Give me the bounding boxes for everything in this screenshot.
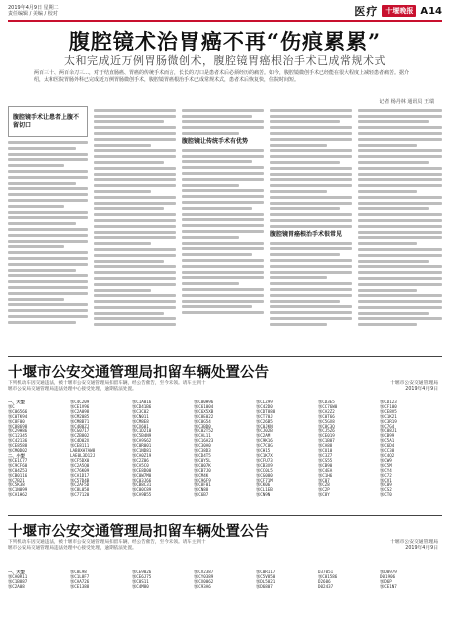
plate-entry: 鄂CD41B6 (132, 403, 152, 409)
plate-entry: 鄂CS2 (380, 487, 392, 493)
paper-logo: 十堰晚报 (382, 5, 416, 17)
plate-entry: 鄂C0Y5L (194, 457, 211, 463)
plate-entry: 鄂CD3E5 (318, 400, 335, 404)
plate-entry: 鄂CE8D00 (132, 467, 152, 473)
plate-entry: 鄂C38D3 (194, 448, 211, 454)
notice-sign-1 (390, 381, 438, 394)
notice-title-2: 十堰市公安交通管理局扣留车辆处置公告 (8, 523, 269, 540)
plate-column (318, 570, 380, 636)
plate-entry: 鄂CD123 (380, 400, 397, 404)
plate-entry: 鄂C2A098 (70, 408, 90, 414)
top-rule (8, 20, 442, 22)
plate-entry: 鄂CC0L5 (256, 467, 273, 473)
plate-entry: 鄂CD4T5 (194, 452, 211, 458)
plate-entry: 鄂C6D4 (380, 443, 395, 449)
plate-column (8, 400, 70, 512)
plate-entry: 鄂C8F01 (194, 482, 211, 488)
plate-entry: 鄂C7G4 (380, 423, 395, 429)
plate-entry: 鄂CLZ99 (256, 400, 273, 404)
plate-entry: 鄂C0JKN (256, 423, 273, 429)
notice-sign-org-1: 十堰市公安交通管理局 (390, 381, 438, 386)
plate-entry: 鄂C0R117 (256, 570, 276, 574)
plate-entry: 鄂C4D02X (70, 438, 90, 444)
plate-entry: 鄂C42D0 (256, 403, 273, 409)
plate-entry: 鄂DL5021 (256, 578, 276, 584)
editor-line: 责任编辑 / 美编 / 校对 (8, 11, 58, 17)
plate-entry: 鄂CAL11 (194, 433, 211, 439)
subtitle-3: 腹腔镜胃癌根治手术很常见 (270, 230, 343, 238)
article-byline: 记者 杨丹林 通讯员 王瑞 (379, 99, 434, 105)
plate-entry: D2606 (318, 578, 331, 584)
plate-entry: 鄂CC76W0 (318, 403, 338, 409)
plate-entry: 鄂C5M (380, 462, 392, 468)
page-number: A14 (420, 5, 442, 17)
article-column-4 (270, 106, 352, 352)
plate-entry: 鄂CM8B71 (70, 418, 90, 424)
article-column-5 (358, 106, 442, 352)
plate-entry: 鄂C8Y (318, 492, 330, 498)
plate-entry: 鄂CA1H62 (8, 492, 28, 498)
plate-entry: 鄂CX601 (132, 423, 149, 429)
plate-entry: LAB8XH7AW8 (70, 448, 96, 454)
plate-entry: 鄂CA9S62 (132, 438, 152, 444)
plate-entry: 鄂CT0 (380, 492, 392, 498)
plate-entry: D37051 (318, 570, 334, 574)
plate-entry: 鄂CA2Z2 (318, 408, 335, 414)
plate-entry: 鄂C1B07 (318, 438, 335, 444)
plate-entry: 鄂CA5C0 (132, 462, 149, 468)
plate-entry: 鄂C00C89 (132, 487, 152, 493)
plate-column (380, 400, 442, 512)
plate-entry: 鄂D0979 (380, 570, 397, 574)
plate-entry: 鄂D6807 (256, 583, 273, 589)
text-lines (8, 141, 88, 324)
plate-entry: 鄂C5V850 (256, 573, 276, 579)
plate-entry: 鄂C5GX8 (318, 418, 335, 424)
article-column-1 (8, 106, 88, 352)
plate-entry: 鄂CB7J0 (194, 467, 211, 473)
plate-entry: 鄂C0W7M0 (132, 472, 152, 478)
plate-entry: 鄂C4B0ZJ (70, 423, 90, 429)
plate-entry: 鄂C2AM (256, 433, 271, 439)
plate-entry: 鄂C3Z7 (318, 452, 333, 458)
plate-entry: 鄂C7C8G (256, 443, 273, 449)
plate-column (256, 400, 318, 512)
plate-entry: 鄂C0R001 (132, 443, 152, 449)
notice-sign-date-2: 2019年4月9日 (405, 546, 438, 552)
plate-entry: 鄂C08J1 (380, 428, 397, 434)
plate-entry: 鄂CA9B55 (132, 492, 152, 498)
plate-entry: 鄂C1H6 (318, 472, 333, 478)
plate-entry: 鄂CA1D17 (70, 472, 90, 478)
plate-entry: 一、大型 (8, 570, 25, 574)
plate-entry: 鄂C1L8F7 (70, 573, 90, 579)
plate-entry: 鄂C30A0 (194, 443, 211, 449)
plate-entry: 鄂CA88 (318, 443, 333, 449)
plate-entry: 鄂C5K38 (8, 482, 25, 488)
notice-intro-2: 下列机动车因交通违法，被十堰市公安交通管理局扣留车辆，经公告催告，至今未领。请车主到十堰市公安局交通管理局违法处理中心接受处理，逾期依法处置。 (8, 540, 206, 552)
plate-list-1 (8, 400, 442, 512)
masthead-date (8, 5, 128, 17)
plate-column (318, 400, 380, 512)
plate-entry: 鄂C5B4N9 (132, 433, 152, 439)
plate-entry: 鄂CE9026 (132, 570, 152, 574)
plate-column (70, 400, 132, 512)
plate-entry: D01906 (380, 573, 396, 579)
plate-entry: 鄂C4EA (318, 467, 333, 473)
plate-entry: 鄂CU10 (318, 448, 333, 454)
plate-entry: 鄂C1ND81 (132, 448, 152, 454)
plate-column (194, 400, 256, 512)
plate-entry: 鄂CV1 (380, 477, 392, 483)
plate-entry: 鄂C12345 (8, 433, 28, 439)
plate-entry: 鄂C93A6 (194, 583, 211, 589)
plate-entry: 鄂CF100 (380, 403, 397, 409)
notice-sign-org-2: 十堰市公安交通管理局 (390, 540, 438, 545)
notice-title-1: 十堰市公安交通管理局扣留车辆处置公告 (8, 364, 269, 381)
plate-column (256, 570, 318, 636)
plate-column (132, 570, 194, 636)
plate-entry: 鄂C0S11 (132, 578, 149, 584)
plate-entry: 鄂C77120 (70, 492, 90, 498)
plate-entry: 鄂CE1C77 (8, 457, 28, 463)
plate-entry: 鄂CE1V96 (70, 403, 90, 409)
plate-column (380, 570, 442, 636)
plate-entry: 鄂CE1388 (70, 583, 90, 589)
plate-entry: 鄂CG0717 (70, 428, 90, 434)
plate-entry: 鄂C8C3Q (318, 423, 335, 429)
plate-entry: 鄂C61004 (194, 403, 214, 409)
article-headline: 腹腔镜术治胃癌不再“伤痕累累” (68, 29, 382, 54)
plate-entry: 鄂C42136 (8, 438, 28, 444)
plate-entry: 鄂C1B887 (8, 578, 28, 584)
section-divider-2 (8, 515, 442, 516)
plate-entry: 鄂CJ02B (256, 428, 273, 434)
plate-entry: 鄂CV2387 (194, 570, 214, 574)
plate-entry: 鄂C3BD0 (194, 423, 211, 429)
plate-entry: 鄂C0TK94 (8, 413, 28, 419)
plate-entry: 鄂C03J66 (132, 477, 152, 483)
plate-entry: 鄂C1K21 (380, 413, 397, 419)
plate-column (194, 570, 256, 636)
plate-entry: 鄂C72 (380, 472, 392, 478)
plate-entry: 鄂CA0R11 (8, 573, 28, 579)
plate-entry: 鄂CB99 (380, 433, 395, 439)
plate-entry: 鄂CM8E8 (132, 418, 149, 424)
notice-intro-1: 下列机动车因交通违法，被十堰市公安交通管理局扣留车辆，经公告催告，至今未领。请车主到十堰市公安局交通管理局违法处理中心接受处理，逾期依法处置。 (8, 381, 206, 393)
plate-entry: 鄂C02T52 (194, 428, 214, 434)
plate-entry: 鄂CA0Z19 (132, 452, 152, 458)
plate-entry: 鄂CJ5Z6 (318, 428, 335, 434)
plate-entry: 鄂CY4 (380, 467, 392, 473)
plate-entry: 鄂CDT888 (256, 408, 276, 414)
plate-entry: 鄂CW9 (380, 457, 392, 463)
plate-entry: 二、小型 (8, 452, 25, 458)
plate-entry: 鄂CM2085 (70, 413, 90, 419)
plate-entry: 鄂CY0389 (194, 573, 214, 579)
plate-entry: 鄂C06566 (8, 408, 28, 414)
plate-entry: 鄂C4C209 (70, 400, 90, 404)
article-intro: 两百三十、两百余刀三…，对于结直肠癌、胃癌的传统手术而言，长长的刀口是患者术后必须经历的痛苦。如今，腹腔镜微创手术已经能在很大程度上减轻患者痛苦。据介绍，太和医院胃肠外科已完成近万例胃肠微创手术，腹腔镜胃癌根治手术已成常规术式，患者术后恢复快，住院时间短。 (34, 70, 410, 83)
plate-entry: 鄂C57D4B (70, 477, 90, 483)
plate-entry: 鄂C1A016 (132, 400, 152, 404)
plate-entry: 鄂CFU73 (256, 457, 273, 463)
plate-entry: 鄂C96F9 (194, 477, 211, 483)
plate-entry: 鄂CB0116 (8, 472, 28, 478)
plate-entry: 鄂CT70J (256, 413, 273, 419)
plate-entry: 鄂D6P (380, 578, 392, 584)
plate-entry: 鄂CK06 (256, 482, 271, 488)
subtitle-2: 腹腔镜让传统手术有优势 (182, 137, 249, 145)
plate-entry: 鄂CF5DX0 (70, 457, 90, 463)
plate-entry: 鄂CZB802 (70, 433, 90, 439)
plate-entry: D02437 (318, 583, 334, 589)
plate-entry: 鄂CN011 (132, 413, 149, 419)
plate-entry: 鄂C2A5Q0 (70, 462, 90, 468)
plate-entry: 鄂C8E022 (194, 413, 214, 419)
subtitle-1: 腹腔镜手术让患者上腹不留切口 (13, 114, 80, 129)
plate-entry: 鄂CE019 (318, 433, 335, 439)
plate-entry: 鄂CAA726 (70, 578, 90, 584)
plate-entry: 鄂C007K (194, 462, 211, 468)
masthead (8, 4, 442, 18)
plate-entry: 鄂C4M80 (132, 583, 149, 589)
plate-entry: 鄂C8L058 (70, 487, 90, 493)
plate-column (70, 570, 132, 636)
notice-sign-2 (390, 540, 438, 553)
plate-entry: 鄂C0T66 (318, 413, 335, 419)
highlight-box (8, 106, 88, 137)
plate-list-2 (8, 570, 442, 636)
plate-entry: 鄂C1K7X (256, 452, 273, 458)
plate-entry: 鄂CE8588 (8, 443, 28, 449)
plate-entry: 鄂CH15 (256, 448, 271, 454)
plate-entry: 鄂CB90 (318, 462, 333, 468)
plate-entry: 鄂C01586 (318, 573, 338, 579)
section-name: 医疗 (354, 5, 379, 18)
plate-entry: 鄂CN9N (256, 492, 271, 498)
plate-entry: 鄂CX0062 (194, 578, 214, 584)
plate-column (8, 570, 70, 636)
plate-entry: 鄂C04Z53 (8, 467, 28, 473)
plate-entry: 鄂CL1EB (256, 487, 273, 493)
plate-entry: 鄂CM4K (194, 472, 209, 478)
plate-entry: 鄂C8L98 (70, 570, 87, 574)
plate-column (132, 400, 194, 512)
plate-entry: LAE0L3D12J (70, 452, 96, 458)
plate-entry: 鄂CB3X9 (256, 462, 273, 468)
plate-entry: 鄂C09 (380, 482, 392, 488)
plate-entry: 鄂C26B5 (256, 418, 273, 424)
notice-sign-date-1: 2019年4月9日 (405, 387, 438, 393)
plate-entry: 鄂CE8V5 (380, 408, 397, 414)
plate-entry: 鄂CE6J75 (132, 573, 152, 579)
plate-entry: 鄂C88698 (8, 423, 28, 429)
plate-entry: 鄂C7B21 (8, 477, 25, 483)
plate-entry: 鄂CC38 (380, 448, 395, 454)
plate-entry: 鄂C0G54 (194, 418, 211, 424)
section-divider-1 (8, 356, 442, 357)
plate-entry: 鄂C07 (318, 477, 330, 483)
plate-entry: 鄂CG080 (256, 472, 273, 478)
article-column-3 (182, 106, 264, 352)
plate-entry: 鄂C2Z06 (132, 457, 149, 463)
plate-entry: 鄂C1N099 (8, 487, 28, 493)
plate-entry: 鄂CN88 (194, 487, 209, 493)
plate-entry: 鄂C3C02 (132, 408, 149, 414)
plate-entry: 鄂C (8, 403, 15, 409)
article-column-2 (94, 106, 176, 352)
plate-entry: 鄂C6B7 (194, 492, 209, 498)
masthead-right (354, 3, 442, 19)
article-subheadline: 太和完成近万例胃肠微创术，腹腔镜胃癌根治手术已成常规术式 (64, 54, 386, 67)
plate-entry: 鄂C00H96 (194, 400, 214, 404)
plate-entry: 鄂C29H86 (8, 428, 28, 434)
plate-entry: 鄂C8F00 (8, 418, 25, 424)
plate-entry: 鄂C9K16 (256, 438, 273, 444)
plate-entry: 鄂CE8111 (70, 443, 90, 449)
plate-entry: 鄂C4Q2 (380, 452, 395, 458)
plate-entry: 鄂C6X5XB (194, 408, 214, 414)
article-body (8, 106, 442, 352)
plate-entry: 鄂C9CF60 (8, 462, 28, 468)
plate-entry: 鄂CE1N7 (380, 583, 397, 589)
plate-entry: 鄂C5A1 (380, 438, 395, 444)
plate-entry: 鄂C2AF5D (70, 482, 90, 488)
plate-entry: 鄂C2P (318, 487, 330, 493)
plate-entry: 一、大型 (8, 400, 25, 404)
date-line: 2019年4月9日 星期二 (8, 5, 59, 11)
plate-entry: 鄂C2A08 (8, 583, 25, 589)
plate-entry: 鄂CF71M (256, 477, 273, 483)
plate-entry: 鄂CS55 (318, 457, 333, 463)
plate-entry: 鄂CZ8 (318, 482, 330, 488)
plate-entry: 鄂C3R19 (380, 418, 397, 424)
plate-entry: 鄂C16A23 (194, 438, 214, 444)
plate-entry: 鄂C76K09 (70, 467, 90, 473)
plate-entry: 鄂CM0D02 (8, 448, 28, 454)
plate-entry: 鄂CB8C31 (132, 482, 152, 488)
plate-entry: 鄂C1D210 (132, 428, 152, 434)
